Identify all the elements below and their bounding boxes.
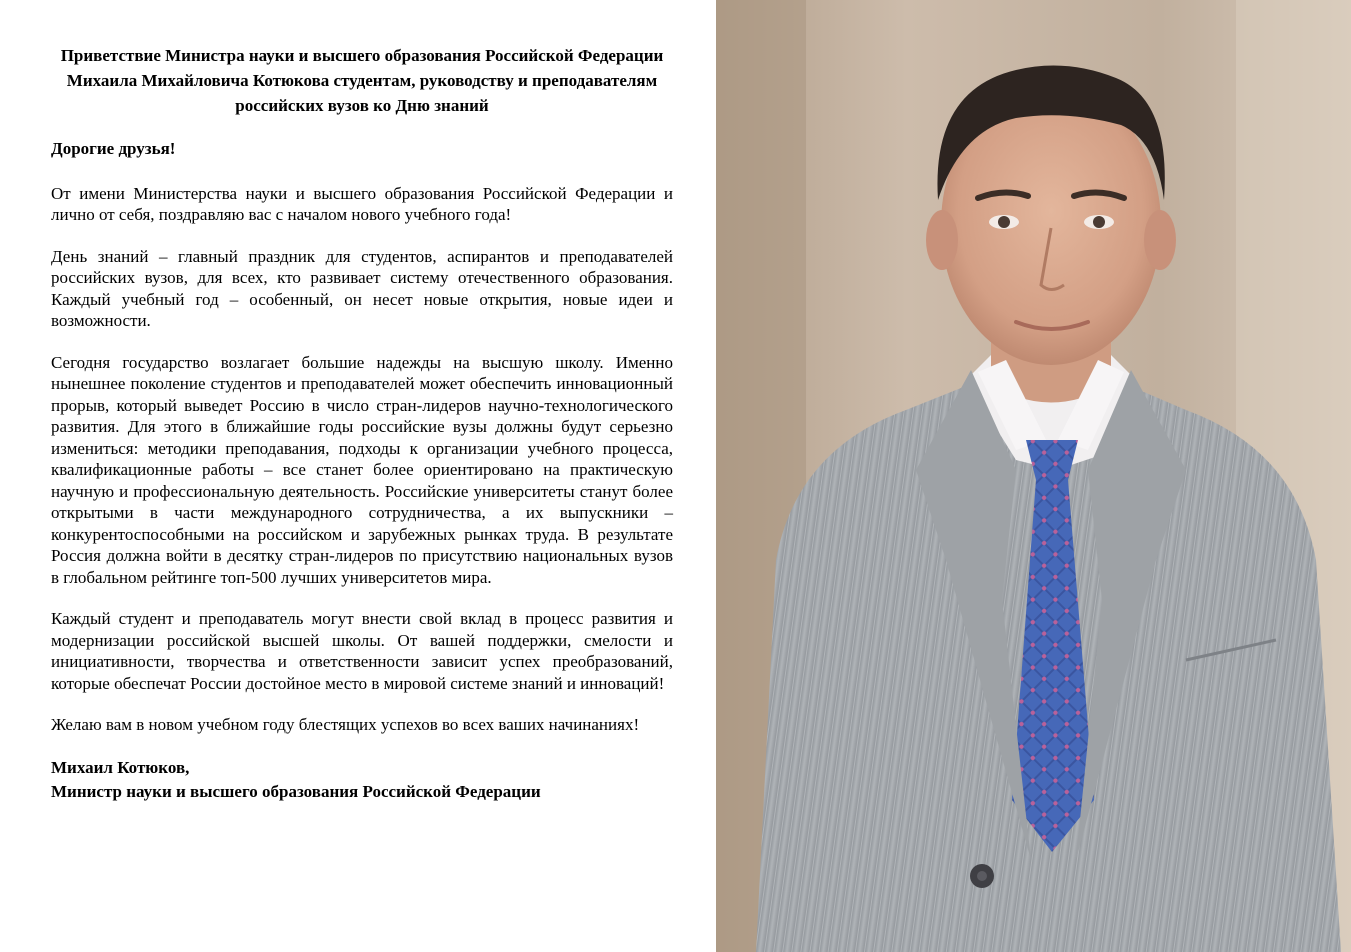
letter-paragraph: От имени Министерства науки и высшего образования Российской Федерации и лично от себя, поздравляю вас с началом нового учебного года!	[51, 183, 673, 224]
greeting-letter	[51, 43, 673, 804]
letter-greeting: Дорогие друзья!	[51, 139, 176, 158]
signature-block	[51, 756, 673, 804]
letter-paragraph: Сегодня государство возлагает большие надежды на высшую школу. Именно нынешнее поколение студентов и преподавателей может обеспечить инновационный прорыв, который выведет Россию в число стран-лидеров научно-технологического развития. Для этого в ближайшие годы российские вузы должны будут серьезно измениться: методики преподавания, подходы к организации учебного процесса, квалификационные работы – все станет более ориентировано на практическую научную и профессиональную деятельность. Российские университеты станут более открытыми в части международного сотрудничества, а их выпускники – конкурентоспособными на российском и зарубежных рынках труда. В результате Россия должна войти в десятку стран-лидеров по присутствию национальных вузов в глобальном рейтинге топ-500 лучших университетов мира.	[51, 352, 673, 587]
letter-paragraph: Каждый студент и преподаватель могут внести свой вклад в процесс развития и модернизации российской высшей школы. От вашей поддержки, смелости и инициативности, творчества и ответственности зависит успех преобразований, которые обеспечат России достойное место в мировой системе знаний и инноваций!	[51, 609, 673, 693]
signature-name: Михаил Котюков,	[51, 757, 190, 777]
portrait-photo	[716, 0, 1351, 952]
signature-position: Министр науки и высшего образования Российской Федерации	[51, 781, 541, 801]
letter-paragraph: День знаний – главный праздник для студентов, аспирантов и преподавателей российских вузов, для всех, кто развивает систему отечественного образования. Каждый учебный год – особенный, он несет новые открытия, новые идеи и возможности.	[51, 246, 673, 330]
letter-paragraph: Желаю вам в новом учебном году блестящих успехов во всех ваших начинаниях!	[51, 715, 640, 734]
portrait-illustration	[716, 0, 1351, 952]
letter-title: Приветствие Министра науки и высшего образования Российской Федерации Михаила Михайловича Котюкова студентам, руководству и преподавателям российских вузов ко Дню знаний	[60, 46, 664, 115]
